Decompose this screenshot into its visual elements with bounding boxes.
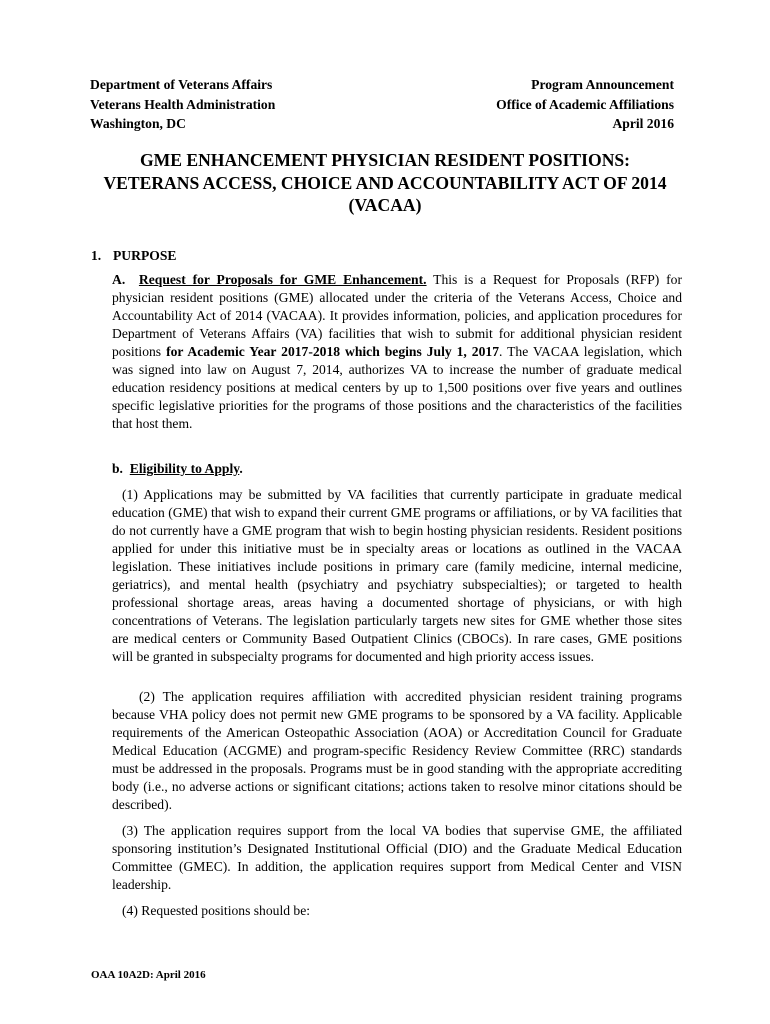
header-office: Office of Academic Affiliations	[496, 96, 674, 112]
paragraph-2: (2) The application requires affiliation with accredited physician resident training programs because VHA policy does not permit new GME programs to be sponsored by a VA facility. Applicable requirements of the American Osteopathic Association (AOA) or Accreditation Council for Graduate Medical Education (ACGME) and program-specific Residency Review Committee (RRC) standards must be addressed in the proposals. Programs must be in good standing with the appropriate accrediting body (i.e., no adverse actions or significant citations; actions taken to resolve minor citations should be described).	[112, 689, 682, 812]
header-date: April 2016	[612, 116, 674, 131]
title-line-1: GME ENHANCEMENT PHYSICIAN RESIDENT POSITIONS:	[139, 150, 631, 170]
subheading-b-suffix: .	[239, 461, 243, 476]
subheading-b-title: Eligibility to Apply	[129, 461, 240, 476]
header-administration: Veterans Health Administration	[90, 96, 276, 112]
header-department: Department of Veterans Affairs	[90, 77, 273, 92]
section-title: PURPOSE	[113, 248, 177, 263]
paragraph-4: (4) Requested positions should be:	[122, 903, 311, 918]
paragraph-1: (1) Applications may be submitted by VA facilities that currently participate in graduate medical education (GME) that wish to expand their current GME programs or affiliations, or by VA facilities that do not currently have a GME program that wish to begin hosting physician residents. Resident positions applied for under this initiative must be in specialty areas or locations as outlined in the VACAA legislation. These initiatives include positions in primary care (family medicine, internal medicine, geriatrics), and mental health (psychiatry and psychiatry subspecialties); or targeted to health professional shortage areas, areas having a documented shortage of physicians, or with high concentrations of Veterans. The legislation particularly targets new sites for GME whether those sites are medical centers or Community Based Outpatient Clinics (CBOCs). In rare cases, GME positions will be granted in subspecialty programs for documented and high priority access issues.	[112, 487, 682, 664]
header-location: Washington, DC	[90, 116, 186, 131]
paragraph-a-bold-dates: for Academic Year 2017-2018 which begins July 1, 2017	[166, 344, 499, 359]
header-doc-type: Program Announcement	[531, 77, 674, 92]
title-line-2: VETERANS ACCESS, CHOICE AND ACCOUNTABILITY ACT OF 2014	[103, 172, 667, 193]
paragraph-a-title: Request for Proposals for GME Enhancement.	[138, 272, 427, 287]
header-left-block	[90, 75, 275, 134]
section-heading-purpose	[91, 247, 176, 265]
paragraph-a-text-1: This is a Request for Proposals (RFP) for physician resident positions (GME) allocated under the criteria of the Veterans Access, Choice and Accountability Act of 2014 (VACAA). It provides information, policies, and application procedures for Department of Veterans Affairs (VA) facilities that wish to submit for additional physician resident positions	[112, 272, 682, 359]
section-number: 1.	[91, 248, 102, 263]
subheading-b	[112, 460, 682, 478]
page-footer: OAA 10A2D: April 2016	[91, 969, 206, 981]
paragraph-a	[112, 271, 682, 433]
title-line-3: (VACAA)	[348, 195, 422, 216]
paragraph-3: (3) The application requires support from the local VA bodies that supervise GME, the affiliated sponsoring institution’s Designated Institutional Official (DIO) and the Graduate Medical Education Committee (GMEC). In addition, the application requires support from Medical Center and VISN leadership.	[112, 823, 682, 892]
paragraph-a-text-2: . The VACAA legislation, which was signed into law on August 7, 2014, authorizes VA to increase the number of graduate medical education residency positions at medical centers by up to 1,500 positions over five years and outlines specific legislative priorities for the programs of those positions and the characteristics of the facilities that host them.	[112, 344, 683, 431]
header-right-block	[496, 75, 674, 134]
document-title	[80, 149, 690, 217]
paragraph-a-label: A.	[112, 272, 126, 287]
subheading-b-label: b.	[112, 461, 123, 476]
